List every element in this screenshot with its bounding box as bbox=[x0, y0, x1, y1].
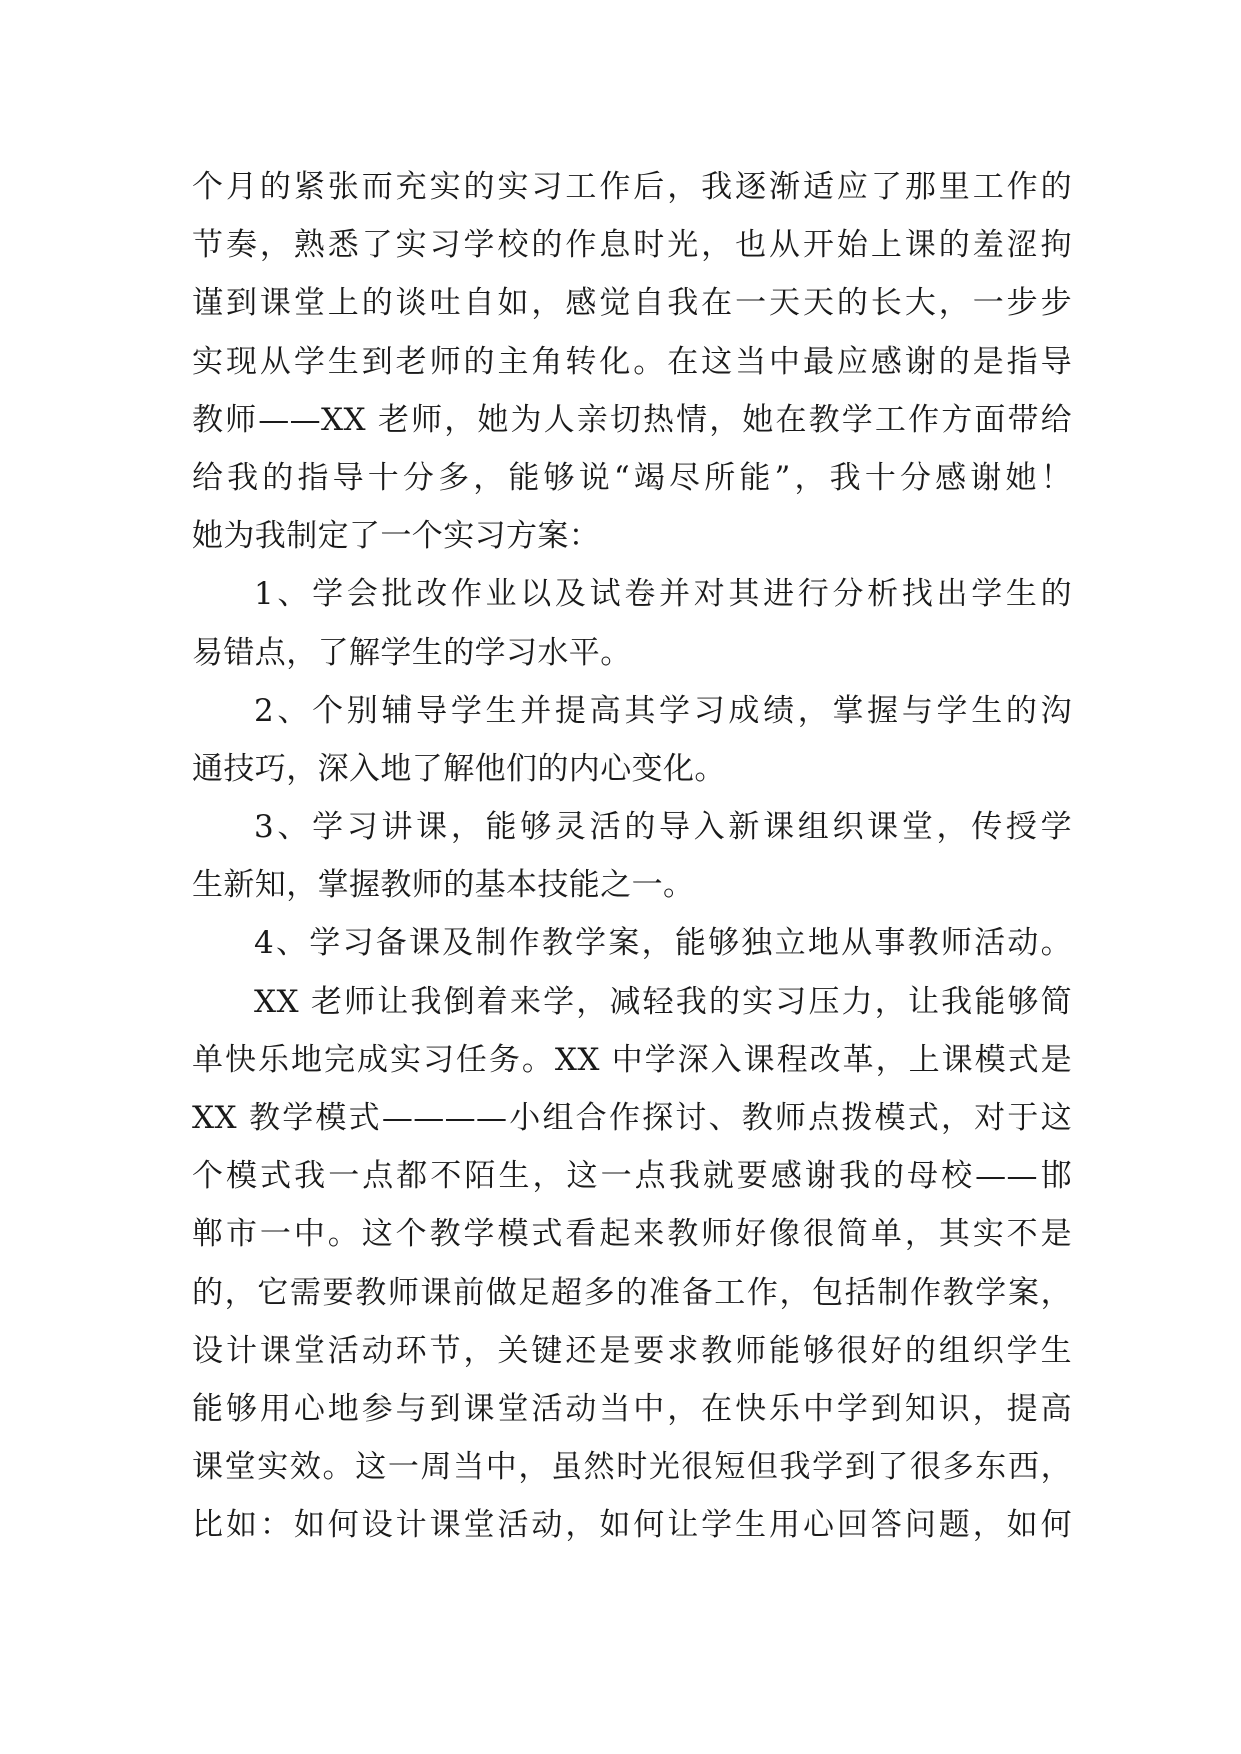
text-line: 通技巧，深入地了解他们的内心变化。 bbox=[192, 750, 726, 787]
text-line: 给我的指导十分多，能够说“竭尽所能”，我十分感谢她！ bbox=[192, 459, 1072, 496]
text-line: 单快乐地完成实习任务。XX 中学深入课程改革，上课模式是 bbox=[192, 1041, 1072, 1078]
text-line: 节奏，熟悉了实习学校的作息时光，也从开始上课的羞涩拘 bbox=[192, 227, 1072, 264]
text-line: 教师——XX 老师，她为人亲切热情，她在教学工作方面带给 bbox=[192, 401, 1072, 438]
text-line: 谨到课堂上的谈吐自如，感觉自我在一天天的长大，一步步 bbox=[192, 285, 1072, 322]
paragraph-start: XX 老师让我倒着来学，减轻我的实习压力，让我能够简 bbox=[254, 983, 1072, 1020]
text-line: 个月的紧张而充实的实习工作后，我逐渐适应了那里工作的 bbox=[192, 169, 1072, 205]
list-item-4: 4、学习备课及制作教学案，能够独立地从事教师活动。 bbox=[254, 925, 1072, 962]
text-line: 个模式我一点都不陌生，这一点我就要感谢我的母校——邯 bbox=[192, 1158, 1072, 1195]
text-line: 她为我制定了一个实习方案： bbox=[192, 518, 601, 555]
text-line: XX 教学模式————小组合作探讨、教师点拨模式，对于这 bbox=[192, 1100, 1072, 1136]
text-line: 设计课堂活动环节，关键还是要求教师能够很好的组织学生 bbox=[192, 1332, 1072, 1369]
text-line: 郸市一中。这个教学模式看起来教师好像很简单，其实不是 bbox=[192, 1216, 1072, 1253]
text-line: 的，它需要教师课前做足超多的准备工作，包括制作教学案， bbox=[192, 1274, 1072, 1311]
body-text bbox=[192, 158, 1072, 1555]
text-line: 课堂实效。这一周当中，虽然时光很短但我学到了很多东西， bbox=[192, 1449, 1072, 1486]
text-line: 生新知，掌握教师的基本技能之一。 bbox=[192, 867, 695, 904]
text-line: 能够用心地参与到课堂活动当中，在快乐中学到知识，提高 bbox=[192, 1390, 1072, 1427]
text-line: 比如：如何设计课堂活动，如何让学生用心回答问题，如何 bbox=[192, 1507, 1072, 1544]
list-item-1: 1、学会批改作业以及试卷并对其进行分析找出学生的 bbox=[254, 576, 1072, 613]
list-item-2: 2、个别辅导学生并提高其学习成绩，掌握与学生的沟 bbox=[254, 692, 1072, 729]
text-line: 易错点，了解学生的学习水平。 bbox=[192, 634, 632, 671]
text-line: 实现从学生到老师的主角转化。在这当中最应感谢的是指导 bbox=[192, 343, 1072, 380]
list-item-3: 3、学习讲课，能够灵活的导入新课组织课堂，传授学 bbox=[254, 809, 1072, 846]
